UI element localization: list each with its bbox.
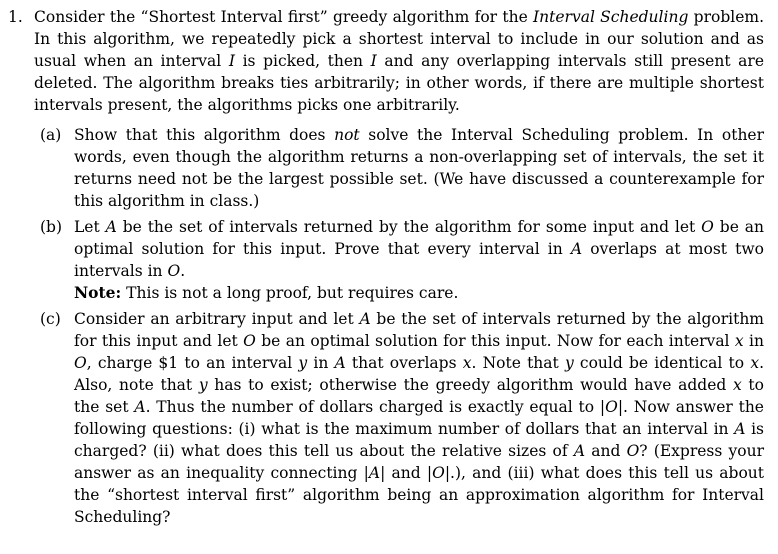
part-a xyxy=(34,124,764,212)
math-var: O xyxy=(74,354,87,372)
math-var: O xyxy=(605,398,618,416)
math-var: x xyxy=(734,332,744,350)
part-text: Consider an arbitrary input and let xyxy=(74,310,360,328)
part-text: | and | xyxy=(380,464,433,482)
math-var: I xyxy=(228,52,235,70)
intro-text: problem. In this algorithm, we repeatedly pick a shortest interval to include in our solution and as usual when an interval xyxy=(34,8,764,70)
math-var: A xyxy=(359,310,371,328)
math-var: O xyxy=(626,442,640,460)
problem-1 xyxy=(8,6,764,532)
note-label: Note: xyxy=(74,283,122,302)
part-b-note xyxy=(74,282,764,304)
math-var: x xyxy=(732,376,742,394)
math-var: y xyxy=(198,376,208,394)
part-text: Show that this algorithm does xyxy=(74,126,335,144)
math-var: O xyxy=(167,262,181,280)
math-var: O xyxy=(432,464,445,482)
part-label: (c) xyxy=(40,310,61,328)
part-text: . Thus the number of dollars charged is exactly equal to | xyxy=(145,398,606,416)
math-var: A xyxy=(334,354,346,372)
part-text: could be identical to xyxy=(573,354,751,372)
note-text: This is not a long proof, but requires care. xyxy=(121,284,459,302)
part-text: that overlaps xyxy=(345,354,463,372)
math-var: x xyxy=(462,354,472,372)
math-var: A xyxy=(570,240,583,258)
part-b xyxy=(34,216,764,304)
intro-text: Consider the “Shortest Interval first” greedy algorithm for the xyxy=(34,8,534,26)
part-text: |. Now answer the following questions: (i) what is the maximum number of dollars that an interval in xyxy=(74,398,764,438)
part-text: |.), and (iii) what does this tell us about the “shortest interval first” algorithm being an approximation algorithm for Interval Scheduling? xyxy=(74,464,764,526)
part-text: has to exist; otherwise the greedy algorithm would have added xyxy=(207,376,733,394)
math-var: A xyxy=(368,464,381,482)
math-var: y xyxy=(298,354,308,372)
intro-text: is picked, then xyxy=(234,52,371,70)
math-var: A xyxy=(573,442,586,460)
part-text: in xyxy=(307,354,335,372)
part-c-text xyxy=(74,308,764,528)
math-var: O xyxy=(701,218,714,236)
part-text: and xyxy=(585,442,627,460)
intro-text: and any overlapping intervals still present are deleted. The algorithm breaks ties arbitrarily; in other words, if there are multiple shortest intervals present, the algorithms picks one arbitrarily. xyxy=(34,52,764,114)
problem-parts xyxy=(34,124,764,528)
part-text: Let xyxy=(74,218,106,236)
part-text: is charged? (ii) what does this tell us about the relative sizes of xyxy=(74,420,764,460)
part-text: . Also, note that xyxy=(74,354,764,394)
math-var: x xyxy=(750,354,760,372)
problem-number: 1. xyxy=(8,8,23,26)
problem-intro xyxy=(34,6,764,116)
math-var: A xyxy=(105,218,117,236)
part-text: be an optimal solution for this input. Now for each interval xyxy=(255,332,735,350)
part-text: ? (Express your answer as an inequality connecting | xyxy=(74,442,765,482)
part-text: . Note that xyxy=(471,354,565,372)
part-c xyxy=(34,308,764,528)
part-text: overlaps at most two intervals in xyxy=(74,240,764,280)
part-label: (a) xyxy=(40,126,62,144)
part-text: to the set xyxy=(74,376,764,416)
part-text: , charge $1 to an interval xyxy=(86,354,299,372)
part-text: . xyxy=(180,262,186,280)
math-var: I xyxy=(370,52,377,70)
math-var: A xyxy=(734,420,746,438)
math-var: O xyxy=(243,332,256,350)
part-text: in xyxy=(743,332,764,350)
math-var: y xyxy=(564,354,574,372)
intro-emph: Interval Scheduling xyxy=(533,8,689,26)
part-text: be the set of intervals returned by the algorithm for some input and let xyxy=(116,218,702,236)
part-label: (b) xyxy=(40,218,63,236)
part-emph: not xyxy=(334,126,360,144)
part-text: be an optimal solution for this input. Prove that every interval in xyxy=(74,218,764,258)
part-text: solve the Interval Scheduling problem. In other words, even though the algorithm returns a non-overlapping set of intervals, the set it returns need not be the largest possible set. (We have discussed a counterexample for this algorithm in class.) xyxy=(74,126,765,210)
problem-body xyxy=(34,6,764,532)
part-a-text xyxy=(74,124,764,212)
math-var: A xyxy=(134,398,146,416)
part-b-text xyxy=(74,216,764,304)
part-text: be the set of intervals returned by the algorithm for this input and let xyxy=(74,310,765,350)
